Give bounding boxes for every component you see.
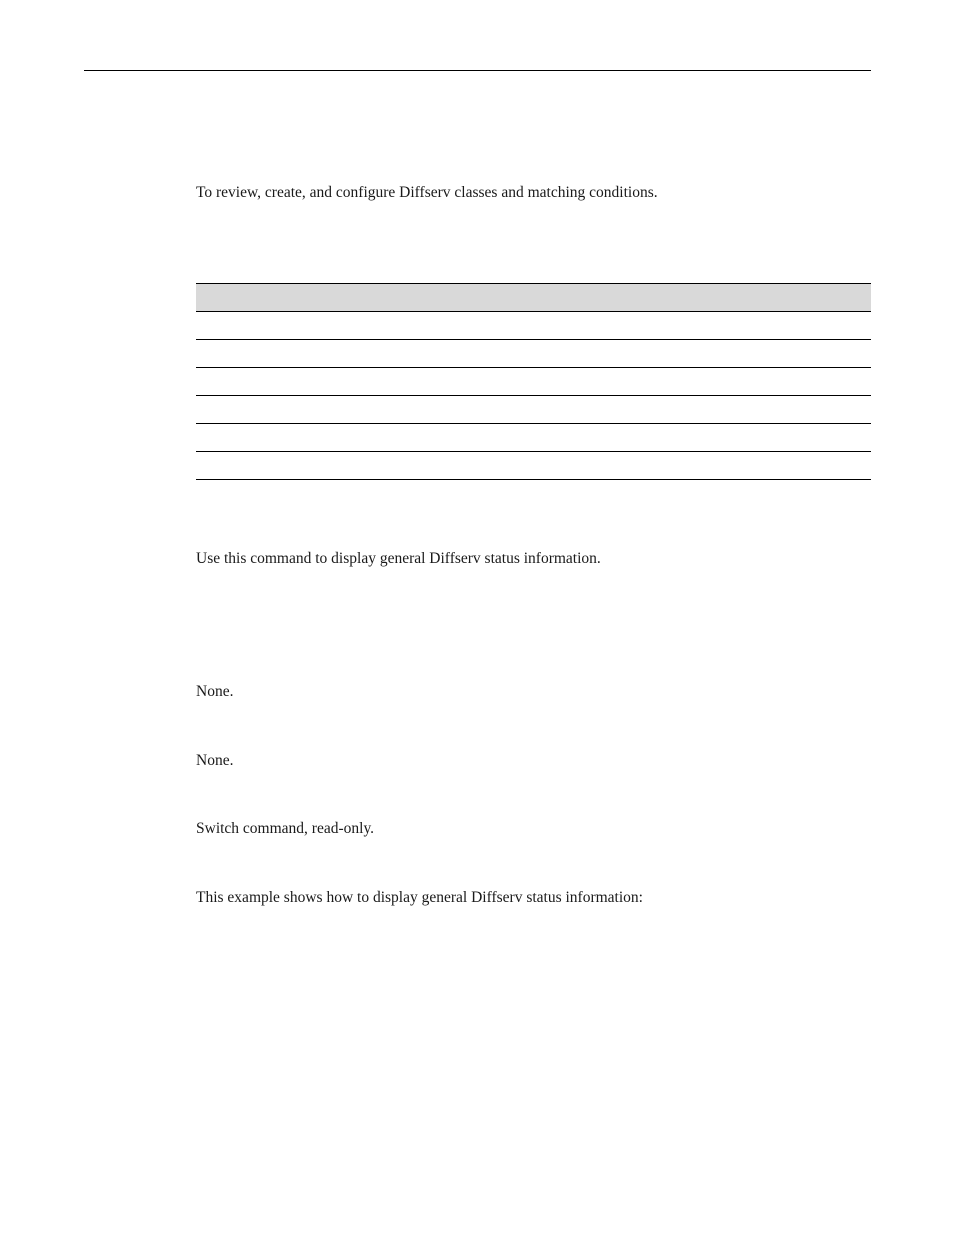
description-text: Use this command to display general Diffserv status information.: [196, 550, 601, 567]
commands-table: [196, 283, 871, 480]
table-row: [196, 368, 871, 396]
table-row: [196, 452, 871, 480]
table-row: [196, 340, 871, 368]
table-header-cell: [196, 284, 871, 312]
header-rule: [84, 70, 871, 71]
table-cell: [196, 452, 871, 480]
table-header-row: [196, 284, 871, 312]
table-cell: [196, 396, 871, 424]
table-cell: [196, 340, 871, 368]
table-cell: [196, 368, 871, 396]
table-row: [196, 396, 871, 424]
table-row: [196, 312, 871, 340]
parameters-text: None.: [196, 683, 234, 700]
table-cell: [196, 312, 871, 340]
table-row: [196, 424, 871, 452]
defaults-text: None.: [196, 752, 234, 769]
table-cell: [196, 424, 871, 452]
mode-text: Switch command, read-only.: [196, 820, 375, 837]
example-text: This example shows how to display general Diffserv status information:: [196, 889, 643, 906]
purpose-text: To review, create, and configure Diffserv classes and matching conditions.: [196, 184, 658, 201]
